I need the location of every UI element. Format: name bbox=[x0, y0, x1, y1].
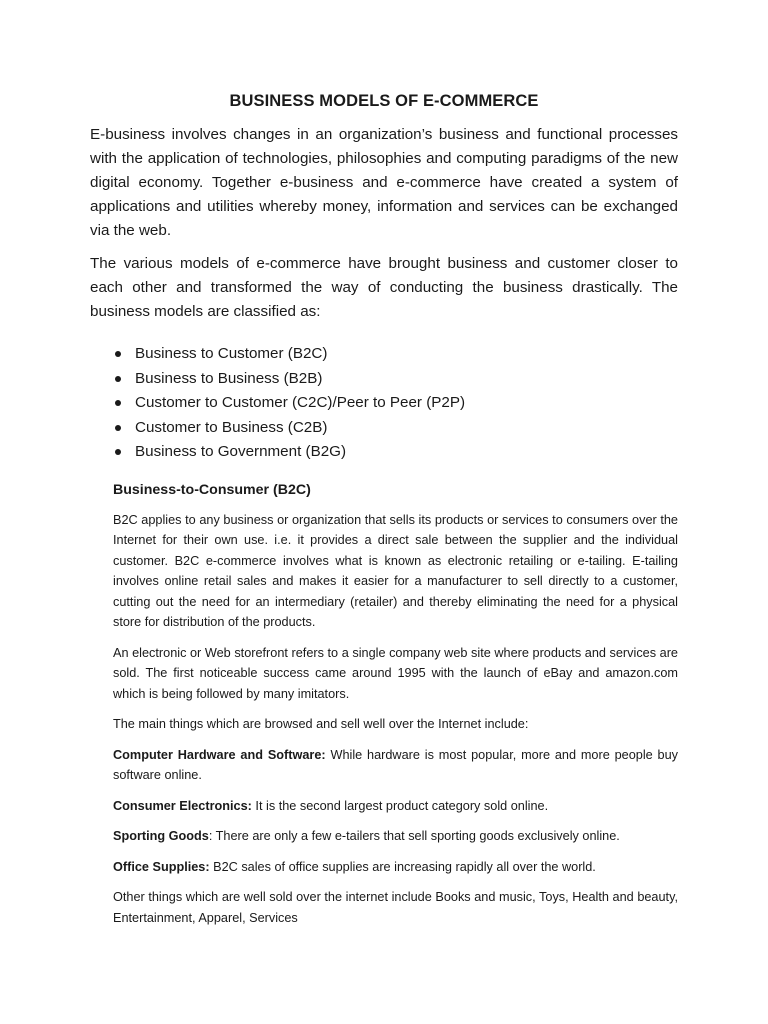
b2c-paragraph-3: The main things which are browsed and sell well over the Internet include: bbox=[113, 717, 529, 731]
bullet-icon bbox=[115, 400, 121, 406]
document-title: BUSINESS MODELS OF E-COMMERCE bbox=[229, 92, 539, 110]
list-item-text: Business to Business (B2B) bbox=[135, 369, 323, 387]
intro-paragraph-2: The various models of e-commerce have brought business and customer closer to each other and transformed the way of conducting the business drastically. The business models are classified as: bbox=[90, 255, 678, 320]
bullet-icon bbox=[115, 425, 121, 431]
list-item bbox=[90, 367, 678, 392]
category-label: Office Supplies: bbox=[113, 859, 210, 874]
category-label: Consumer Electronics: bbox=[113, 798, 252, 813]
list-item-text: Business to Customer (B2C) bbox=[135, 345, 328, 362]
category-label: Sporting Goods bbox=[113, 829, 209, 843]
list-item bbox=[90, 391, 678, 416]
category-text: B2C sales of office supplies are increasing rapidly all over the world. bbox=[209, 859, 596, 874]
list-item-text: Business to Government (B2G) bbox=[135, 443, 347, 460]
bullet-icon bbox=[115, 449, 121, 455]
b2c-paragraph-2: An electronic or Web storefront refers to a single company web site where products and services are sold. The first noticeable success came around 1995 with the launch of eBay and amazon.com which is being followed by many imitators. bbox=[113, 645, 678, 701]
b2c-section-body bbox=[113, 510, 678, 929]
list-item bbox=[90, 440, 678, 465]
category-text: : There are only a few e-tailers that sell sporting goods exclusively online. bbox=[208, 829, 620, 843]
list-item bbox=[90, 416, 678, 441]
closing-paragraph: Other things which are well sold over the internet include Books and music, Toys, Health and beauty, Entertainment, Apparel, Services bbox=[113, 890, 678, 925]
category-label: Computer Hardware and Software: bbox=[113, 747, 326, 762]
category-office-supplies bbox=[113, 857, 678, 878]
category-text: It is the second largest product category sold online. bbox=[251, 798, 549, 813]
category-consumer-electronics bbox=[113, 796, 678, 817]
section-heading-b2c: Business-to-Consumer (B2C) bbox=[113, 481, 311, 498]
bullet-icon bbox=[115, 376, 121, 382]
business-models-list bbox=[90, 342, 678, 465]
category-computer-hardware bbox=[113, 745, 678, 786]
list-item-text: Customer to Business (C2B) bbox=[135, 418, 328, 436]
category-text: While hardware is most popular, more and more people buy software online. bbox=[113, 747, 678, 782]
bullet-icon bbox=[115, 351, 121, 357]
b2c-paragraph-1: B2C applies to any business or organization that sells its products or services to consumers over the Internet for their own use. i.e. it provides a direct sale between the supplier and the individual customer. B2C e-commerce involves what is known as electronic retailing or e-tailing. E-tailing involves online retail sales and makes it easier for a manufacturer to sell directly to a customer, cutting out the need for an intermediary (retailer) and thereby eliminating the need for a physical store for distribution of the products. bbox=[113, 512, 678, 629]
category-sporting-goods bbox=[113, 826, 678, 847]
list-item-text: Customer to Customer (C2C)/Peer to Peer (P2P) bbox=[135, 394, 466, 411]
document-page bbox=[90, 92, 678, 938]
list-item bbox=[90, 342, 678, 367]
intro-paragraph-1: E-business involves changes in an organization’s business and functional processes with the application of technologies, philosophies and computing paradigms of the new digital economy. Together e-business and e-commerce have created a system of applications and utilities whereby money, information and services can be exchanged via the web. bbox=[90, 126, 678, 239]
